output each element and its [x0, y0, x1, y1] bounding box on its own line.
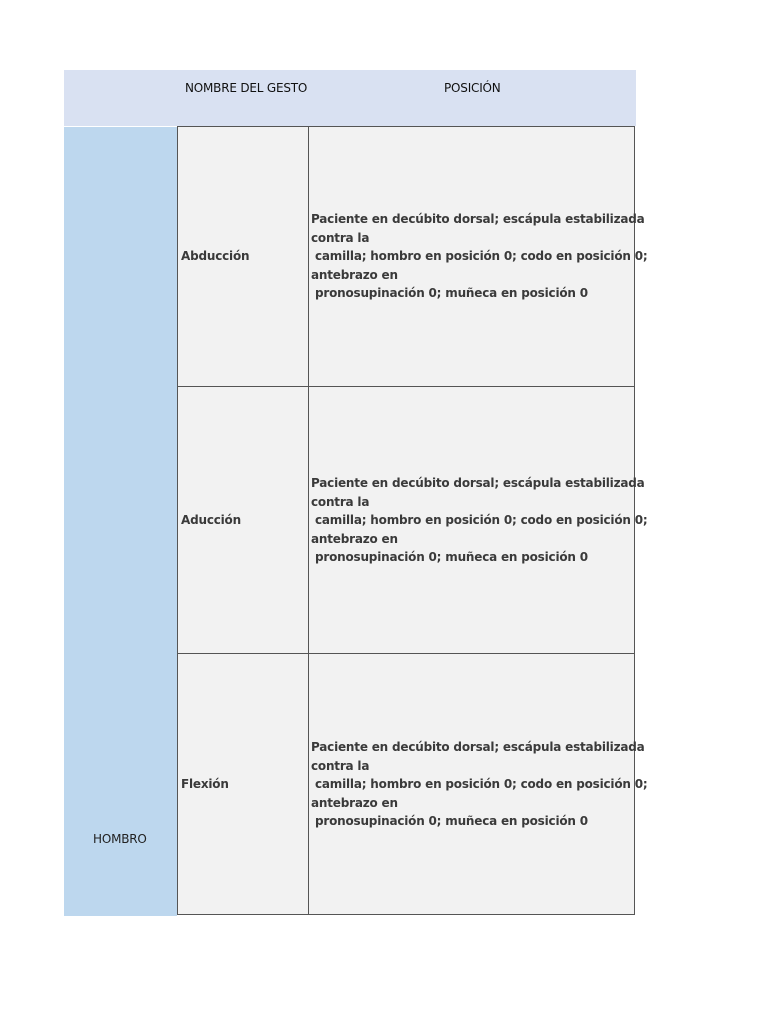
column-header-name: NOMBRE DEL GESTO	[185, 81, 308, 95]
position-cell	[309, 387, 648, 653]
gesture-name-cell	[178, 127, 309, 386]
table-header	[64, 70, 636, 126]
gesture-name-cell	[178, 654, 309, 914]
table-row	[177, 126, 648, 387]
gesture-name: Flexión	[181, 777, 229, 791]
position-text: Paciente en decúbito dorsal; escápula estabilizada contra la camilla; hombro en posición 0; codo en posición 0; antebrazo en pronosupinación 0; muñeca en posición 0	[311, 476, 648, 564]
group-label: HOMBRO	[93, 832, 147, 846]
position-cell	[309, 127, 648, 386]
gesture-name-cell	[178, 387, 309, 653]
position-cell	[309, 654, 648, 914]
gesture-name: Abducción	[181, 249, 250, 263]
table-row	[177, 653, 648, 915]
group-cell-hombro	[64, 127, 177, 916]
position-text: Paciente en decúbito dorsal; escápula estabilizada contra la camilla; hombro en posición 0; codo en posición 0; antebrazo en pronosupinación 0; muñeca en posición 0	[311, 740, 648, 828]
column-header-position: POSICIÓN	[444, 81, 501, 95]
table-row	[177, 386, 648, 654]
gesture-name: Aducción	[181, 513, 241, 527]
position-text: Paciente en decúbito dorsal; escápula estabilizada contra la camilla; hombro en posición 0; codo en posición 0; antebrazo en pronosupinación 0; muñeca en posición 0	[311, 212, 648, 300]
